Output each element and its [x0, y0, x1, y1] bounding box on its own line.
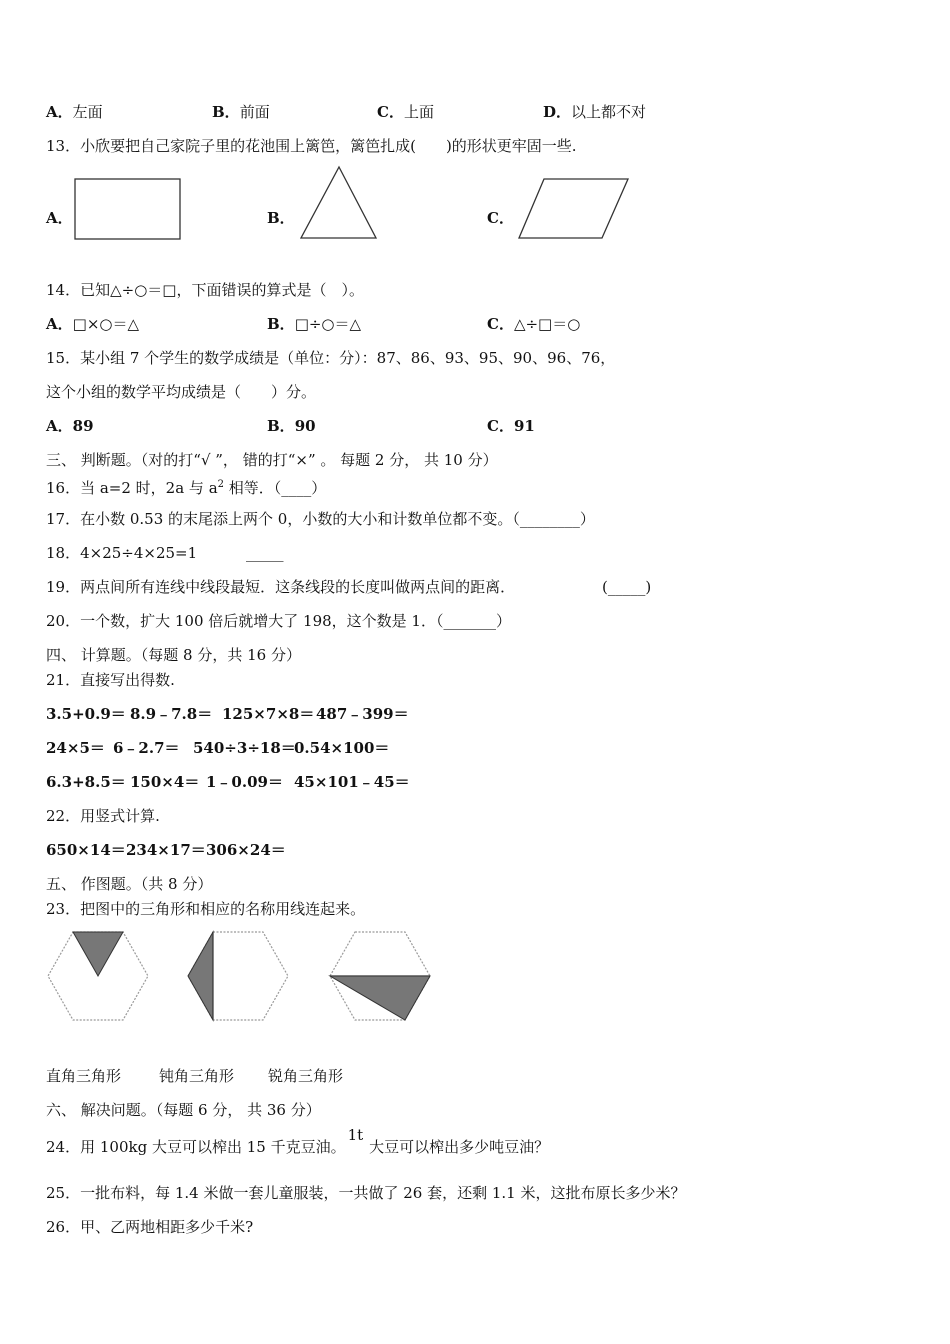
q16-text: 16．当 a=2 时，2a 与 $a^2$ 相等．（____） — [46, 479, 327, 497]
q21-item: 125×7×8＝ — [222, 705, 315, 723]
q21-item: 1﹣0.09＝ — [206, 773, 283, 791]
q22-text: 22．用竖式计算. — [46, 807, 160, 825]
triangle-name: 锐角三角形 — [268, 1067, 344, 1085]
q12-option-d: D．以上都不对 — [543, 103, 647, 121]
section-5-heading: 五、 作图题。（共 8 分） — [46, 875, 213, 893]
hexagon-obtuse-triangle-figure — [184, 928, 294, 1024]
q21-item: 3.5+0.9＝ — [46, 705, 126, 723]
q21-item: 6.3+8.5＝ — [46, 773, 126, 791]
q21-item: 487﹣399＝ — [316, 705, 409, 723]
triangle-name: 钝角三角形 — [159, 1067, 235, 1085]
q21-text: 21．直接写出得数. — [46, 671, 175, 689]
q13-text: 13．小欣要把自己家院子里的花池围上篱笆，篱笆扎成( )的形状更牢固一些. — [46, 137, 577, 155]
hexagon-right-triangle-figure — [44, 928, 154, 1024]
q24-text: 24．用 100kg 大豆可以榨出 15 千克豆油。1t大豆可以榨出多少吨豆油？ — [46, 1126, 550, 1156]
q23-text: 23．把图中的三角形和相应的名称用线连起来。 — [46, 900, 366, 918]
q18-answer-blank[interactable]: _____ — [246, 544, 284, 562]
triangle-icon — [298, 164, 380, 242]
q13-option-b-label: B． — [267, 209, 295, 227]
q13-option-a-label: A． — [46, 209, 73, 227]
q22-item: 234×17＝ — [126, 841, 206, 859]
rectangle-icon — [72, 176, 184, 242]
q21-item: 24×5＝ — [46, 739, 105, 757]
q26-text: 26．甲、乙两地相距多少千米? — [46, 1218, 254, 1236]
q12-option-a: A．左面 — [46, 103, 103, 121]
q15-option-c: C．91 — [487, 417, 535, 435]
q21-item: 0.54×100＝ — [294, 739, 390, 757]
q14-option-c: C．△÷□＝○ — [487, 315, 581, 333]
triangle-name: 直角三角形 — [46, 1067, 122, 1085]
q17-text: 17．在小数 0.53 的末尾添上两个 0，小数的大小和计数单位都不变。（________） — [46, 510, 595, 528]
q13-option-c-label: C． — [487, 209, 514, 227]
q14-option-b: B．□÷○＝△ — [267, 315, 362, 333]
q21-item: 150×4＝ — [130, 773, 200, 791]
q21-item: 540÷3÷18＝ — [193, 739, 296, 757]
q15-line1: 15．某小组 7 个学生的数学成绩是（单位：分）：87、86、93、95、90、96、76， — [46, 349, 616, 367]
q14-text: 14．已知△÷○＝□，下面错误的算式是（ ）。 — [46, 281, 364, 299]
hexagon-acute-triangle-figure — [326, 928, 436, 1024]
q14-option-a: A．□×○＝△ — [46, 315, 140, 333]
section-4-heading: 四、 计算题。（每题 8 分，共 16 分） — [46, 646, 301, 664]
q20-text: 20．一个数，扩大 100 倍后就增大了 198，这个数是 1．（_______） — [46, 612, 511, 630]
q19-answer-blank[interactable]: (_____) — [602, 578, 652, 596]
q22-item: 306×24＝ — [206, 841, 286, 859]
q21-item: 6﹣2.7＝ — [113, 739, 180, 757]
q21-item: 45×101﹣45＝ — [294, 773, 410, 791]
section-3-heading: 三、 判断题。（对的打“√ ”， 错的打“×” 。 每题 2 分， 共 10 分） — [46, 451, 498, 469]
section-6-heading: 六、 解决问题。（每题 6 分， 共 36 分） — [46, 1101, 321, 1119]
q15-option-a: A．89 — [46, 417, 94, 435]
q21-item: 8.9﹣7.8＝ — [130, 705, 213, 723]
q12-option-b: B．前面 — [212, 103, 270, 121]
parallelogram-icon — [516, 176, 632, 242]
q12-option-c: C．上面 — [377, 103, 434, 121]
q15-option-b: B．90 — [267, 417, 316, 435]
q19-text: 19．两点间所有连线中线段最短．这条线段的长度叫做两点间的距离． — [46, 578, 516, 596]
q18-text: 18．4×25÷4×25=1 — [46, 544, 198, 562]
q25-text: 25．一批布料，每 1.4 米做一套儿童服装，一共做了 26 套，还剩 1.1 米，这批布原长多少米？ — [46, 1184, 686, 1202]
q15-line2: 这个小组的数学平均成绩是（ ）分。 — [46, 383, 317, 401]
q22-item: 650×14＝ — [46, 841, 126, 859]
